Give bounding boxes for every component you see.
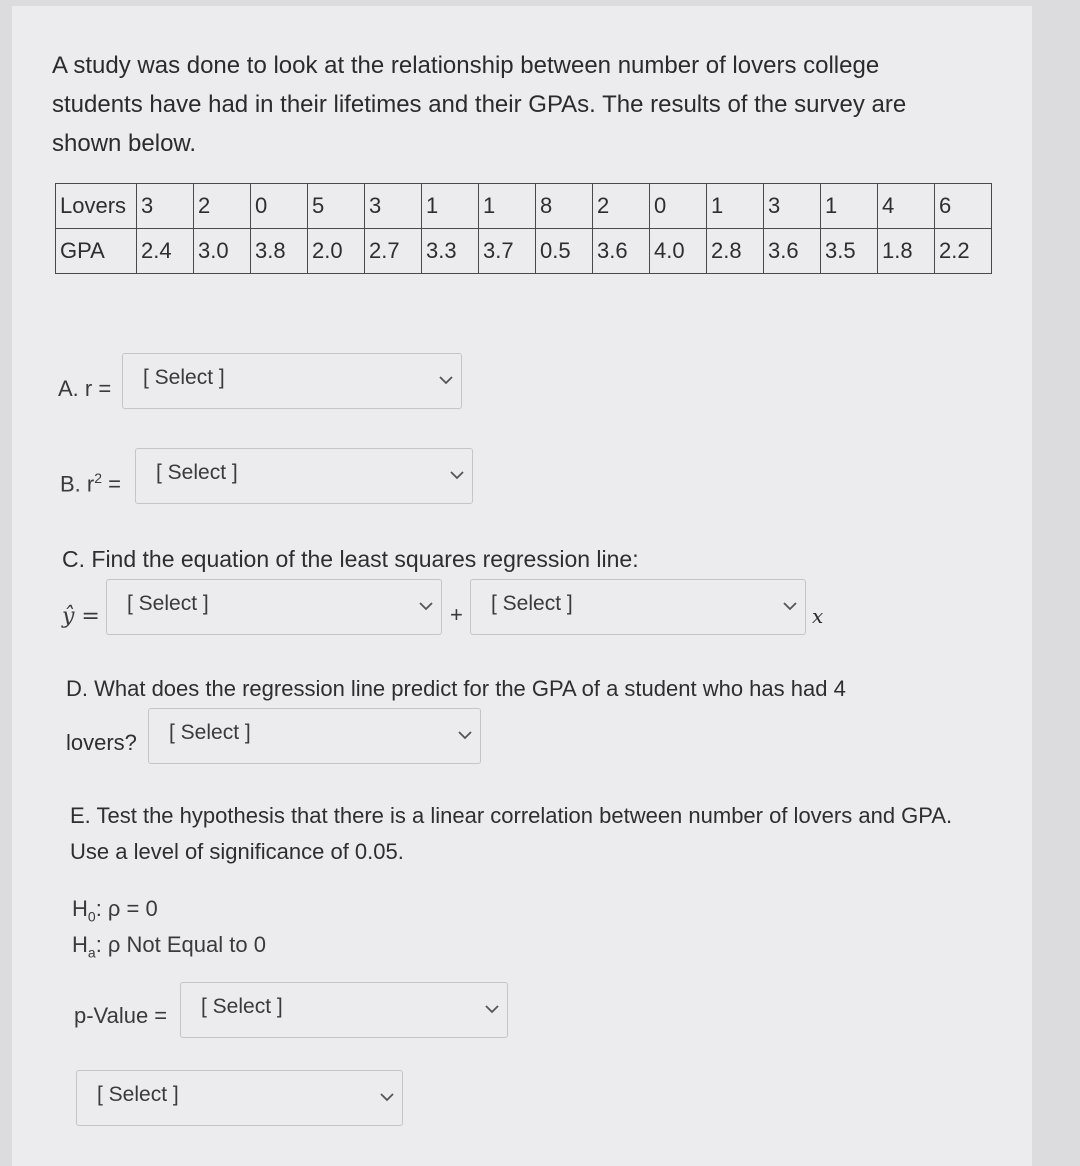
- select-slope[interactable]: [470, 579, 806, 635]
- label-r: A. r =: [58, 376, 112, 401]
- plus-sign: +: [450, 602, 463, 627]
- row-label: Lovers: [56, 184, 137, 229]
- table-cell: 4.0: [650, 229, 707, 274]
- select-r-value: [ Select ]: [143, 366, 225, 389]
- chevron-down-icon: [458, 730, 472, 740]
- select-prediction-value: [ Select ]: [169, 721, 251, 744]
- table-cell: 3: [764, 184, 821, 229]
- table-cell: 3.7: [479, 229, 536, 274]
- select-p-value-value: [ Select ]: [201, 995, 283, 1018]
- select-conclusion[interactable]: [76, 1070, 403, 1126]
- select-slope-value: [ Select ]: [491, 592, 573, 615]
- p-value-label: p-Value =: [74, 1003, 168, 1028]
- chevron-down-icon: [419, 601, 433, 611]
- table-cell: 3.3: [422, 229, 479, 274]
- select-r-squared[interactable]: [135, 448, 473, 504]
- question-c: C. Find the equation of the least squares regression line:: [62, 546, 639, 572]
- table-cell: 8: [536, 184, 593, 229]
- table-cell: 3.6: [593, 229, 650, 274]
- table-cell: 3: [365, 184, 422, 229]
- table-cell: 5: [308, 184, 365, 229]
- chevron-down-icon: [450, 470, 464, 480]
- table-cell: 3.0: [194, 229, 251, 274]
- chevron-down-icon: [783, 601, 797, 611]
- table-cell: 1: [422, 184, 479, 229]
- select-intercept[interactable]: [106, 579, 442, 635]
- table-cell: 1: [479, 184, 536, 229]
- table-cell: 3.8: [251, 229, 308, 274]
- question-intro: A study was done to look at the relationship between number of lovers college students have had in their lifetimes and their GPAs. The results of the survey are shown below.: [52, 52, 907, 157]
- chevron-down-icon: [439, 375, 453, 385]
- select-conclusion-value: [ Select ]: [97, 1083, 179, 1106]
- table-cell: 4: [878, 184, 935, 229]
- table-cell: 0: [650, 184, 707, 229]
- chevron-down-icon: [380, 1092, 394, 1102]
- table-cell: 6: [935, 184, 992, 229]
- alt-hypothesis: $H_a$: ρ Not Equal to 0: [72, 932, 266, 961]
- row-label: GPA: [56, 229, 137, 274]
- select-r[interactable]: [122, 353, 462, 409]
- table-cell: 3.6: [764, 229, 821, 274]
- table-cell: 1: [821, 184, 878, 229]
- y-hat-label: ŷ =: [62, 604, 100, 629]
- table-cell: 3: [137, 184, 194, 229]
- table-cell: 2.4: [137, 229, 194, 274]
- data-table: [55, 183, 992, 274]
- table-cell: 1: [707, 184, 764, 229]
- table-cell: 0: [251, 184, 308, 229]
- null-hypothesis: $H_0$: ρ = 0: [72, 896, 158, 925]
- table-cell: 2.8: [707, 229, 764, 274]
- table-row-lovers: [56, 184, 992, 229]
- label-r-squared: B. $r^2$ =: [60, 470, 121, 497]
- table-cell: 2: [593, 184, 650, 229]
- select-intercept-value: [ Select ]: [127, 592, 209, 615]
- table-cell: 2.7: [365, 229, 422, 274]
- question-e: E. Test the hypothesis that there is a linear correlation between number of lovers and GPA. Use a level of significance of 0.05.: [70, 803, 953, 864]
- question-d: D. What does the regression line predict for the GPA of a student who has had 4: [66, 676, 846, 701]
- question-d-cont: lovers?: [66, 730, 137, 755]
- table-cell: 2.0: [308, 229, 365, 274]
- table-row-gpa: [56, 229, 992, 274]
- select-p-value[interactable]: [180, 982, 508, 1038]
- table-cell: 1.8: [878, 229, 935, 274]
- select-prediction[interactable]: [148, 708, 481, 764]
- table-cell: 3.5: [821, 229, 878, 274]
- table-cell: 2: [194, 184, 251, 229]
- chevron-down-icon: [485, 1004, 499, 1014]
- select-r-squared-value: [ Select ]: [156, 461, 238, 484]
- table-cell: 0.5: [536, 229, 593, 274]
- x-variable: x: [812, 604, 824, 628]
- table-cell: 2.2: [935, 229, 992, 274]
